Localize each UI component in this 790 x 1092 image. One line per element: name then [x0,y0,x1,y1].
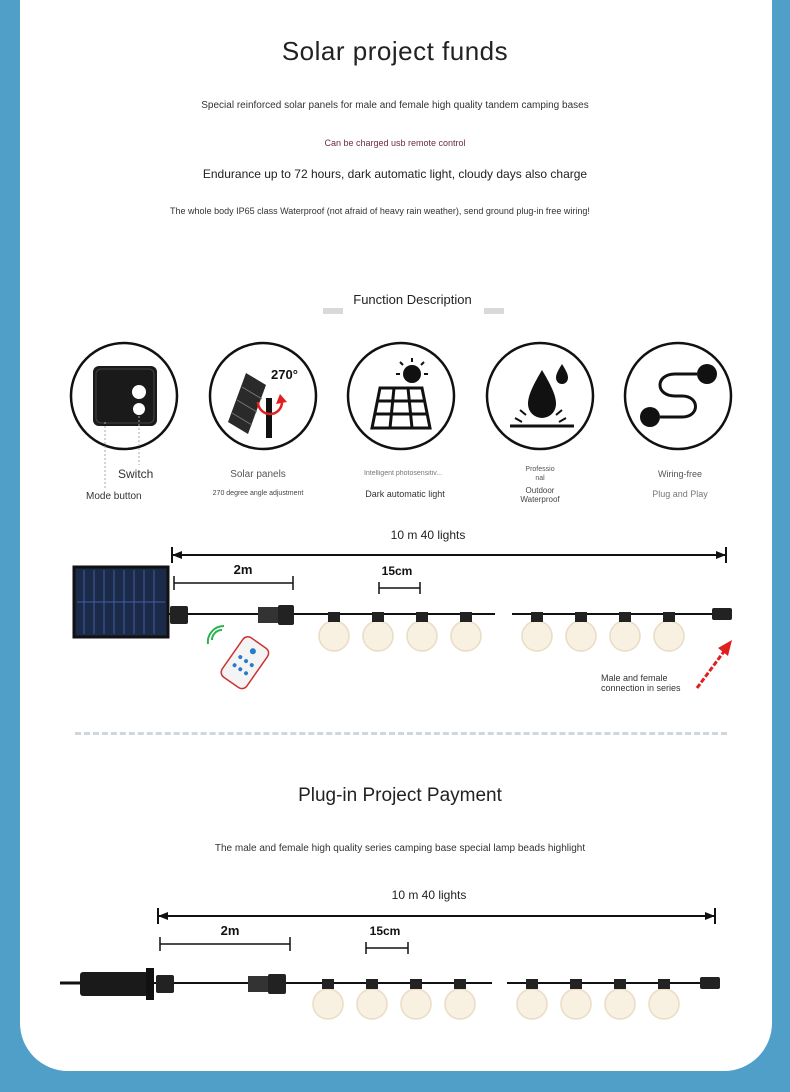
function-title: Function Description [353,292,472,307]
section-separator [75,732,727,735]
title-deco-right [484,308,504,314]
function-label-1: Switch [118,467,154,481]
page-title: Solar project funds [281,36,509,66]
wire-plug-icon [625,343,731,449]
power-adapter-image [80,972,148,996]
function-label-2: Solar panels [230,469,286,480]
connection-note: Male and female connection in series [601,673,681,693]
function-sub-2: 270 degree angle adjustment [212,490,304,497]
solar-panel-rotate-icon [210,343,316,449]
function-sub-3: Dark automatic light [365,489,445,499]
feature-line-1: Special reinforced solar panels for male and female high quality tandem camping bases [201,100,589,111]
function-label-4: Professio nal [525,466,555,482]
plugin-title: Plug-in Project Payment [298,785,502,806]
feature-line-4: The whole body IP65 class Waterproof (not afraid of heavy rain weather), send ground plug-in free wiring! [170,206,590,216]
angle-badge: 270° [271,367,298,382]
feature-line-2: Can be charged usb remote control [324,138,466,148]
function-sub-1: Mode button [86,491,142,502]
remote-control-image [219,634,271,691]
function-sub-4: Outdoor Waterproof [520,486,560,504]
plugin-description: The male and female high quality series camping base special lamp beads highlight [214,843,586,854]
total-length-label: 10 m 40 lights [390,528,466,542]
plugin-spacing-label: 15cm [369,924,401,938]
spacing-label: 15cm [381,564,413,578]
title-deco-left [323,308,343,314]
feature-line-3: Endurance up to 72 hours, dark automatic light, cloudy days also charge [202,167,588,181]
sun-panel-icon [348,343,454,449]
plugin-total-length-label: 10 m 40 lights [391,888,467,902]
plugin-lead-length-label: 2m [220,923,240,938]
lead-length-label: 2m [233,562,253,577]
function-label-5: Wiring-free [657,469,702,479]
function-label-3: Intelligent photosensitiv... [363,470,443,477]
function-sub-5: Plug and Play [652,489,708,499]
plugin-string-diagram [0,880,790,1040]
waterproof-icon [487,343,593,449]
function-icons [0,330,790,510]
